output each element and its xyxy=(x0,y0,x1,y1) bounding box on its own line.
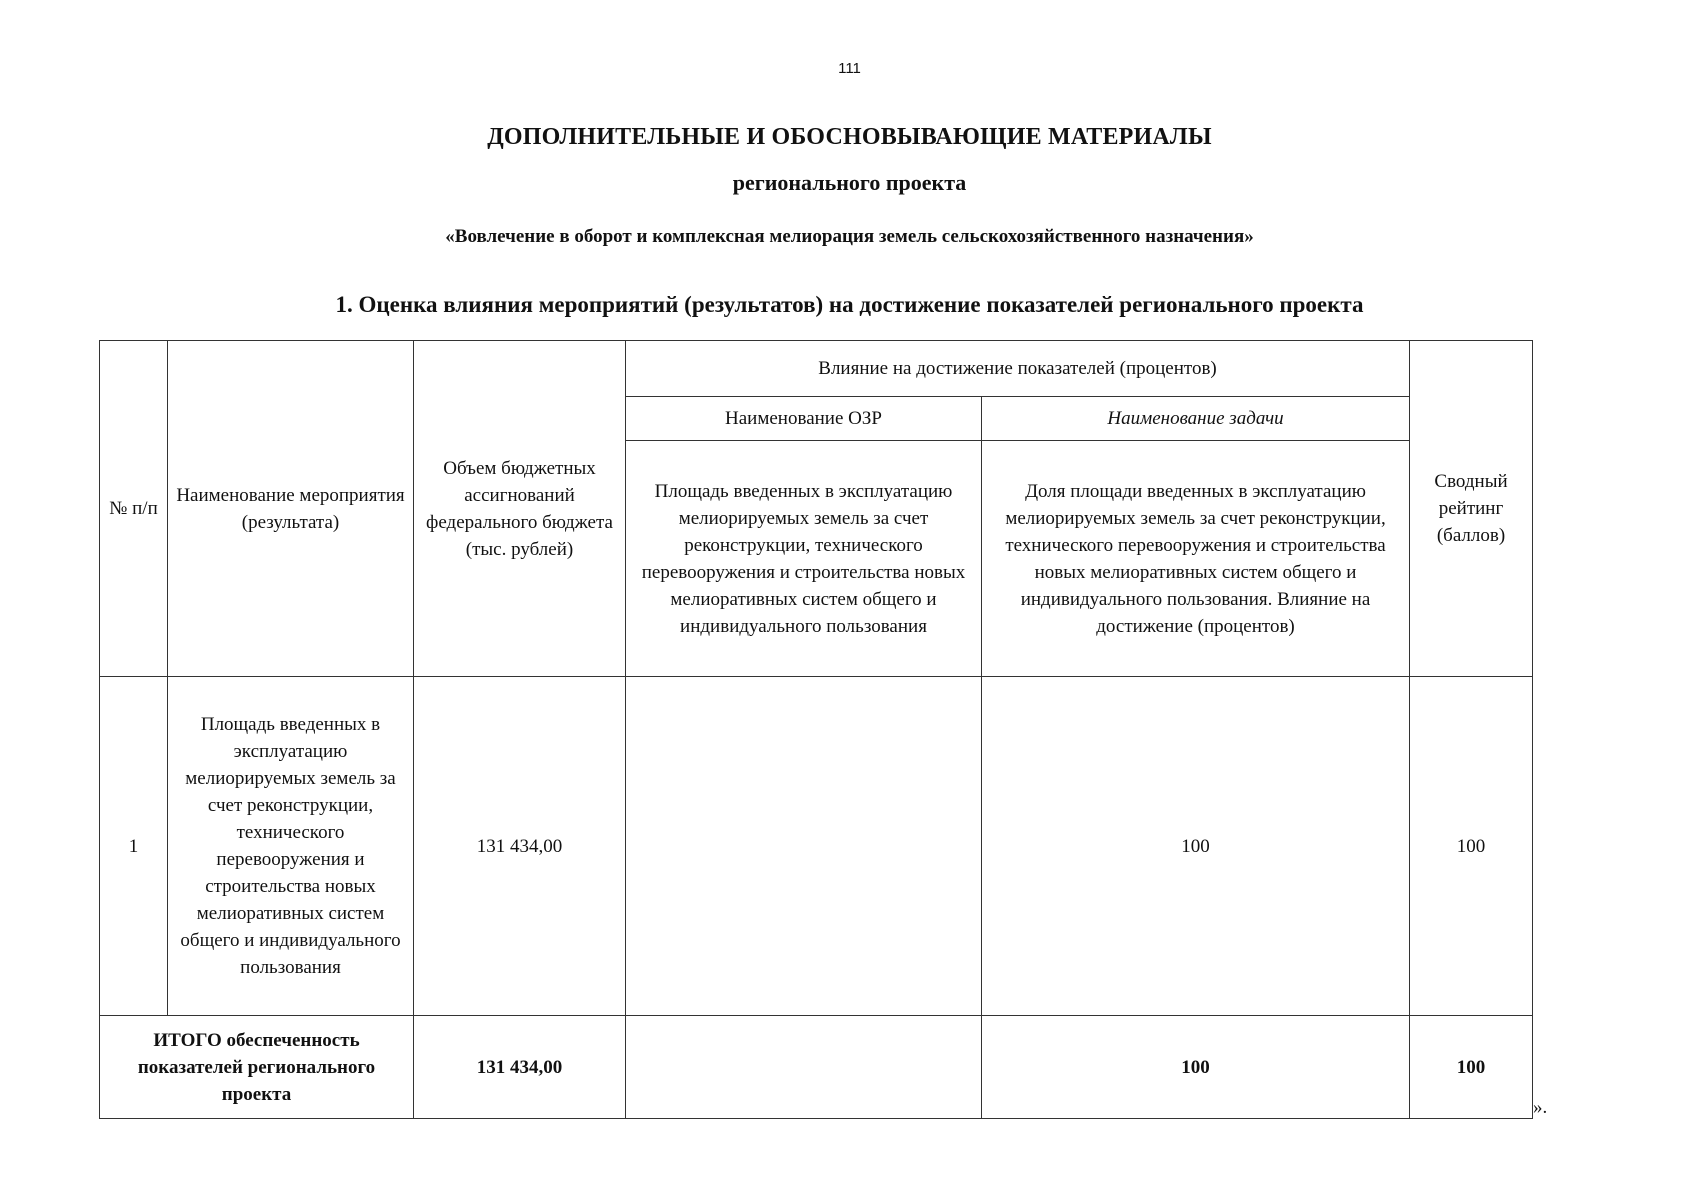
row-ozr-value xyxy=(626,677,982,1016)
section-heading: 1. Оценка влияния мероприятий (результатов) на достижение показателей регионального проекта xyxy=(335,292,1364,317)
document-subtitle: регионального проекта xyxy=(732,170,967,195)
row-activity-name: Площадь введенных в эксплуатацию мелиорируемых земель за счет реконструкции, технического перевооружения и строительства новых мелиоративных систем общего и индивидуального пользования xyxy=(168,677,414,1016)
header-influence: Влияние на достижение показателей (процентов) xyxy=(626,341,1410,397)
row-budget: 131 434,00 xyxy=(414,677,626,1016)
page-number: 111 xyxy=(838,60,861,77)
table-header-row xyxy=(100,341,1533,397)
header-rating: Сводный рейтинг (баллов) xyxy=(1410,341,1533,677)
header-task-indicator: Доля площади введенных в эксплуатацию мелиорируемых земель за счет реконструкции, технического перевооружения и строительства новых мелиоративных систем общего и индивидуального пользования. Влияние на достижение (процентов) xyxy=(982,441,1410,677)
row-task-value: 100 xyxy=(982,677,1410,1016)
total-rating: 100 xyxy=(1410,1016,1533,1119)
header-activity-name: Наименование мероприятия (результата) xyxy=(168,341,414,677)
header-ozr-indicator: Площадь введенных в эксплуатацию мелиорируемых земель за счет реконструкции, технического перевооружения и строительства новых мелиоративных систем общего и индивидуального пользования xyxy=(626,441,982,677)
total-budget: 131 434,00 xyxy=(414,1016,626,1119)
project-name: «Вовлечение в оборот и комплексная мелиорация земель сельскохозяйственного назначения» xyxy=(445,226,1254,247)
table-row xyxy=(100,677,1533,1016)
row-number: 1 xyxy=(100,677,168,1016)
impact-assessment-table xyxy=(99,340,1533,1119)
header-budget: Объем бюджетных ассигнований федерального бюджета (тыс. рублей) xyxy=(414,341,626,677)
header-number: № п/п xyxy=(100,341,168,677)
row-rating: 100 xyxy=(1410,677,1533,1016)
total-task-value: 100 xyxy=(982,1016,1410,1119)
document-title: ДОПОЛНИТЕЛЬНЫЕ И ОБОСНОВЫВАЮЩИЕ МАТЕРИАЛЫ xyxy=(487,124,1212,150)
total-ozr-value xyxy=(626,1016,982,1119)
header-task-name: Наименование задачи xyxy=(982,397,1410,441)
header-ozr-name: Наименование ОЗР xyxy=(626,397,982,441)
total-row xyxy=(100,1016,1533,1119)
closing-quote: ». xyxy=(1533,1097,1548,1118)
total-label: ИТОГО обеспеченность показателей регионального проекта xyxy=(100,1016,414,1119)
